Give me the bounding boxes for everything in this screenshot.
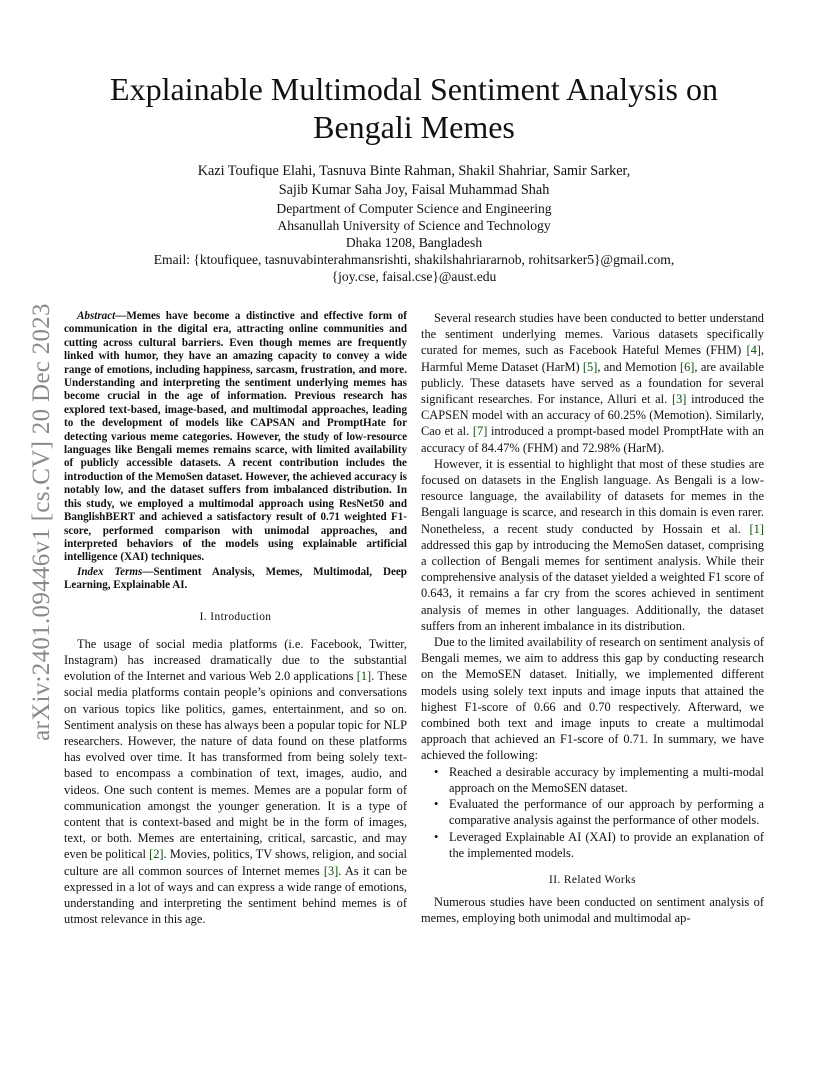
right-column <box>421 310 764 927</box>
citation-link[interactable]: [7] <box>472 424 488 439</box>
city: Dhaka 1208, Bangladesh <box>345 235 483 250</box>
text-segment: , and Memotion <box>597 359 680 374</box>
intro-text-c: . Movies, politics, TV shows, religion, and social culture are all common sources of Internet memes <box>64 847 407 878</box>
list-item: • Evaluated the performance of our approach by performing a comparative analysis against the performance of other models. <box>449 796 764 828</box>
arxiv-stamp <box>22 282 62 762</box>
citation-link[interactable]: [1] <box>356 669 372 684</box>
text-segment: , Harmful Meme Dataset (HarM) <box>421 343 764 374</box>
index-terms-text: —Sentiment Analysis, Memes, Multimodal, Deep Learning, Explainable AI. <box>64 565 407 592</box>
citation-link[interactable]: [3] <box>671 392 687 407</box>
citation-link[interactable]: [6] <box>679 359 695 374</box>
contribution-list <box>421 764 764 861</box>
index-terms-label: Index Terms <box>77 565 143 578</box>
abstract-label: Abstract <box>77 310 116 322</box>
arxiv-id: arXiv:2401.09446v1 [cs.CV] 20 Dec 2023 <box>28 303 55 741</box>
email-line-2: {joy.cse, faisal.cse}@aust.edu <box>331 269 497 284</box>
list-item: • Leveraged Explainable AI (XAI) to provide an explanation of the implemented models. <box>449 829 764 861</box>
text-segment: addressed this gap by introducing the MemoSen dataset, comprising a collection of Bengali memes for sentiment analysis. While their comprehensive analysis of the dataset yielded a weighted F1 score of 0.643, it remains a far cry from the scores achieved in sentiment analysis of memes in other languages. Additionally, the dataset suffers from an inherent imbalance in its distribution. <box>421 537 764 633</box>
list-item: • Reached a desirable accuracy by implementing a multi-modal approach on the MemoSEN dataset. <box>449 764 764 796</box>
index-terms <box>64 566 407 593</box>
paragraph-bengali <box>421 456 764 634</box>
text-segment: , are available publicly. These datasets have served as a foundation for several significant researches. For instance, Alluri et al. <box>421 359 764 407</box>
intro-text-a: The usage of social media platforms (i.e. Facebook, Twitter, Instagram) has increased dramatically due to the substantial evolution of the Internet and various Web 2.0 applications <box>64 636 407 684</box>
citation-link[interactable]: [5] <box>582 359 598 374</box>
left-column <box>64 310 407 927</box>
section-heading-related-works: II. Related Works <box>549 873 636 886</box>
abstract-text: —Memes have become a distinctive and effective form of communication in the digital era, attracting online communities and cutting across cultural barriers. Even though memes are frequently linked with humor, they have an amazing capacity to convey a wide range of emotions, including happiness, sarcasm, frustration, and more. Understanding and interpreting the sentiment underlying memes has become crucial in the age of information. Previous research has explored text-based, image-based, and multimodal approaches, leading to the development of models like CAPSAN and PromptHate for detecting various meme categories. However, the study of low-resource languages like Bengali memes remains scarce, with limited availability of publicly accessible datasets. A recent contribution includes the introduction of the MemoSen dataset. However, the achieved accuracy is notably low, and the dataset suffers from imbalanced distribution. In this study, we employed a multimodal approach using ResNet50 and BanglishBERT and achieved a satisfactory result of 0.71 weighted F1-score, performed comparison with unimodal approaches, and interpreted behaviors of the models using explainable artificial intelligence (XAI) techniques. <box>64 310 407 564</box>
text-segment: Several research studies have been conducted to better understand the sentiment underlying memes. Various datasets specifically curated for memes, such as Facebook Hateful Memes (FHM) <box>421 311 764 358</box>
university: Ahsanullah University of Science and Technology <box>277 218 551 233</box>
author-block <box>60 162 768 285</box>
text-segment: introduced a prompt-based model PromptHate with an accuracy of 84.47% (FHM) and 72.98% (HarM). <box>421 424 765 455</box>
author-names-1: Kazi Toufique Elahi, Tasnuva Binte Rahman, Shakil Shahriar, Samir Sarker, <box>197 163 631 179</box>
section-heading-introduction: I. Introduction <box>199 610 272 623</box>
abstract <box>64 310 407 565</box>
title-line-2: Bengali Memes <box>313 109 515 145</box>
citation-link[interactable]: [1] <box>749 521 764 536</box>
email-line-1: Email: {ktoufiquee, tasnuvabinterahmansrishti, shakilshahriararnob, rohitsarker5}@gmail.com, <box>153 252 675 267</box>
intro-paragraph <box>64 636 407 928</box>
department: Department of Computer Science and Engineering <box>276 201 552 216</box>
intro-text-d: . As it can be expressed in a lot of ways and can express a wide range of emotions, understanding and interpreting the sentiment behind memes is of utmost relevance in this age. <box>64 863 407 927</box>
paragraph-datasets <box>421 310 764 456</box>
intro-text-b: . These social media platforms contain people’s opinions and conversations on various topics like politics, games, entertainment, and so on. Sentiment analysis on these has always been a popular topic for NLP researchers. However, the nature of data found on these platforms has evolved over time. It has transformed from being solely text-based to encompass a combination of text, images, audio, and videos. One such content is memes. Memes are a popular form of communication amongst the younger generation. It is a type of content that is context-based and might be in the form of images, text, or both. Memes are entertaining, critical, sarcastic, and may even be political <box>64 669 407 862</box>
author-names-2: Sajib Kumar Saha Joy, Faisal Muhammad Shah <box>278 182 550 198</box>
text-segment: However, it is essential to highlight that most of these studies are focused on datasets in the English language. As Bengali is a low-resource language, the availability of datasets for memes in the Bengali language is scarce, and research in this domain is even rarer. Nonetheless, a recent study conducted by Hossain et al. <box>421 456 764 536</box>
paragraph-contribution: Due to the limited availability of research on sentiment analysis of Bengali memes, we aim to address this gap by conducting research on the MemoSEN dataset. Initially, we implemented different models using solely text inputs and image inputs that attained the highest F1-score of 0.66 and 0.70 respectively. Afterward, we combined both text and image inputs to create a multimodal approach that achieved an F1-score of 0.71. In summary, we have achieved the following: <box>421 635 764 763</box>
paper-title <box>60 70 768 146</box>
title-line-1: Explainable Multimodal Sentiment Analysis on <box>110 71 718 107</box>
citation-link[interactable]: [3] <box>323 863 339 878</box>
paragraph-related: Numerous studies have been conducted on sentiment analysis of memes, employing both unimodal and multimodal ap- <box>421 895 764 926</box>
text-segment: introduced the CAPSEN model with an accuracy of 60.25% (Memotion). Similarly, Cao et al. <box>421 392 764 439</box>
citation-link[interactable]: [2] <box>149 847 164 862</box>
citation-link[interactable]: [4] <box>746 343 761 358</box>
